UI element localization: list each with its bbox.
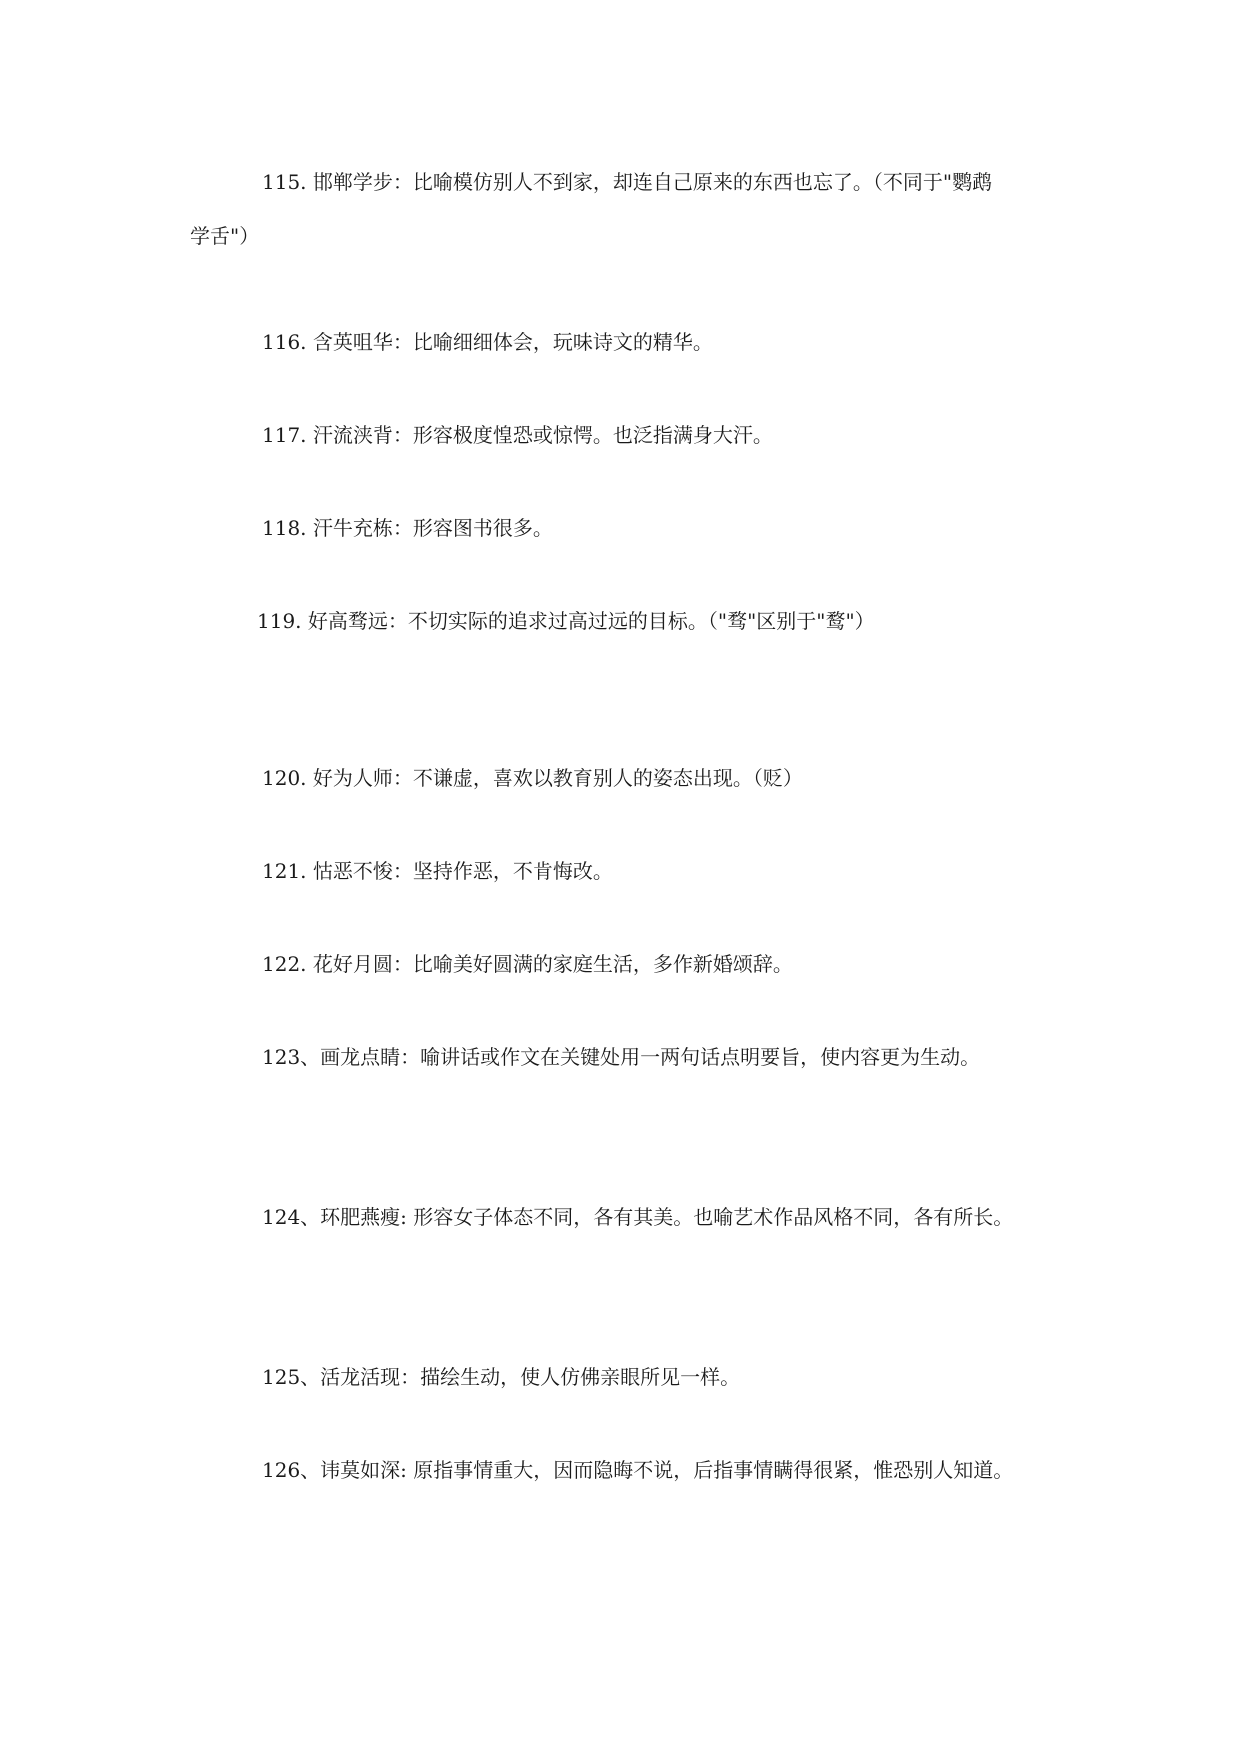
idiom-entry-115-line2: 学舌"） xyxy=(190,224,260,248)
idiom-entry-115-line1: 115. 邯郸学步：比喻模仿别人不到家，却连自己原来的东西也忘了。（不同于"鹦鹉 xyxy=(262,170,993,194)
idiom-entry-124: 124、环肥燕瘦: 形容女子体态不同，各有其美。也喻艺术作品风格不同，各有所长。 xyxy=(262,1205,1014,1229)
idiom-entry-118: 118. 汗牛充栋：形容图书很多。 xyxy=(262,516,553,540)
idiom-entry-120: 120. 好为人师：不谦虚，喜欢以教育别人的姿态出现。（贬） xyxy=(262,766,803,790)
idiom-entry-116: 116. 含英咀华：比喻细细体会，玩味诗文的精华。 xyxy=(262,330,713,354)
idiom-entry-117: 117. 汗流浃背：形容极度惶恐或惊愕。也泛指满身大汗。 xyxy=(262,423,773,447)
idiom-entry-115 xyxy=(190,168,993,250)
idiom-entry-119: 119. 好高骛远：不切实际的追求过高过远的目标。（"骛"区别于"鹜"） xyxy=(257,609,875,633)
idiom-entry-122: 122. 花好月圆：比喻美好圆满的家庭生活，多作新婚颂辞。 xyxy=(262,952,793,976)
idiom-entry-123: 123、画龙点睛：喻讲话或作文在关键处用一两句话点明要旨，使内容更为生动。 xyxy=(262,1045,981,1069)
idiom-entry-126: 126、讳莫如深: 原指事情重大，因而隐晦不说，后指事情瞒得很紧，惟恐别人知道。 xyxy=(262,1458,1014,1482)
idiom-entry-125: 125、活龙活现：描绘生动，使人仿佛亲眼所见一样。 xyxy=(262,1365,741,1389)
idiom-entry-121: 121. 怙恶不悛：坚持作恶，不肯悔改。 xyxy=(262,859,613,883)
